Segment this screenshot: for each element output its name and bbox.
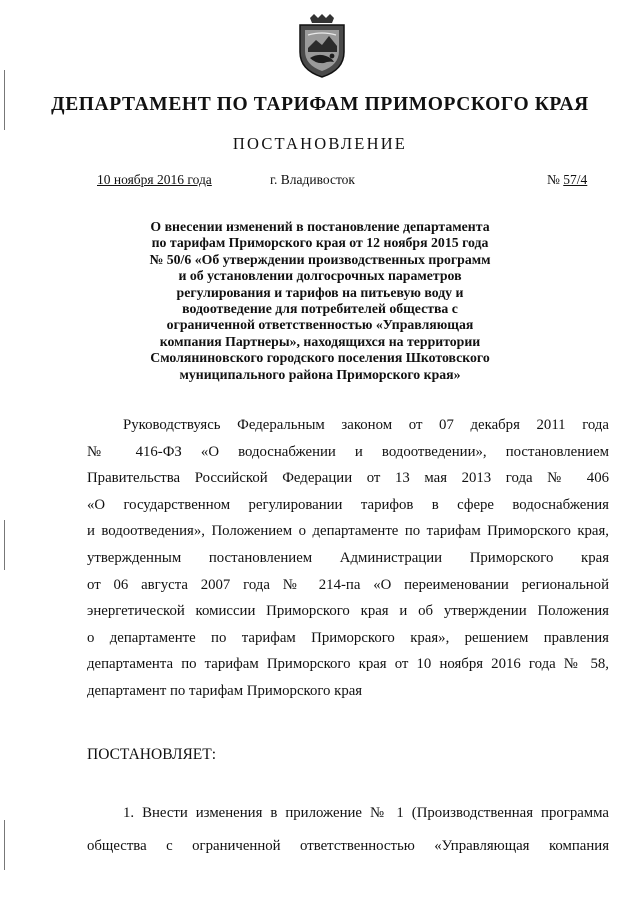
document-number-prefix: № <box>547 172 564 187</box>
scan-margin-mark <box>4 520 5 570</box>
document-number-value: 57/4 <box>563 172 588 187</box>
preamble-line: от 06 августа 2007 года № 214-па «О переименовании региональной <box>87 576 609 593</box>
preamble-line: департамент по тарифам Приморского края <box>87 682 363 699</box>
item-line: 1. Внести изменения в приложение № 1 (Производственная программа <box>123 805 609 821</box>
subject-line: компания Партнеры», находящихся на территории <box>159 333 481 349</box>
preamble-line: и водоотведения», Положением о департаменте по тарифам Приморского края, <box>87 523 609 540</box>
document-subject <box>120 219 520 383</box>
document-city: г. Владивосток <box>270 172 355 187</box>
scan-margin-mark <box>4 70 5 130</box>
preamble-line: утвержденным постановлением Администрации Приморского края <box>87 549 609 566</box>
preamble-line: департамента по тарифам Приморского края от 10 ноября 2016 года № 58, <box>87 656 609 673</box>
subject-line: ограниченной ответственностью «Управляющая <box>166 317 474 333</box>
document-number <box>547 172 587 188</box>
subject-line: муниципального района Приморского края» <box>179 366 461 382</box>
department-title: ДЕПАРТАМЕНТ ПО ТАРИФАМ ПРИМОРСКОГО КРАЯ <box>51 94 589 115</box>
subject-line: О внесении изменений в постановление департамента <box>150 219 490 234</box>
scan-margin-mark <box>4 820 5 870</box>
preamble-line: Руководствуясь Федеральным законом от 07 декабря 2011 года <box>123 417 609 433</box>
preamble-line: № 416-ФЗ «О водоснабжении и водоотведении», постановлением <box>87 443 609 460</box>
subject-line: по тарифам Приморского края от 12 ноября 2015 года <box>151 235 489 251</box>
subject-line: и об установлении долгосрочных параметров <box>178 268 462 284</box>
decree-heading: ПОСТАНОВЛЯЕТ: <box>87 746 217 763</box>
preamble-line: Правительства Российской Федерации от 13 мая 2013 года № 406 <box>87 470 609 487</box>
subject-line: Смолянинoвского городского поселения Шкотовского <box>150 350 490 366</box>
subject-line: № 50/6 «Об утверждении производственных программ <box>149 251 491 267</box>
preamble-line: энергетической комиссии Приморского края и об утверждении Положения <box>87 603 609 620</box>
preamble-line: «О государственном регулировании тарифов в сфере водоснабжения <box>87 496 609 513</box>
subject-line: водоотведение для потребителей общества с <box>182 301 458 317</box>
coat-of-arms-icon <box>296 14 348 78</box>
document-date: 10 ноября 2016 года <box>97 172 212 187</box>
item-1-paragraph <box>87 797 609 863</box>
preamble-line: о департаменте по тарифам Приморского края», решением правления <box>87 629 609 646</box>
subject-line: регулирования и тарифов на питьевую воду и <box>176 284 464 300</box>
item-line: общества с ограниченной ответственностью «Управляющая компания <box>87 838 609 854</box>
preamble-paragraph <box>87 412 609 705</box>
document-type: ПОСТАНОВЛЕНИЕ <box>232 134 408 153</box>
